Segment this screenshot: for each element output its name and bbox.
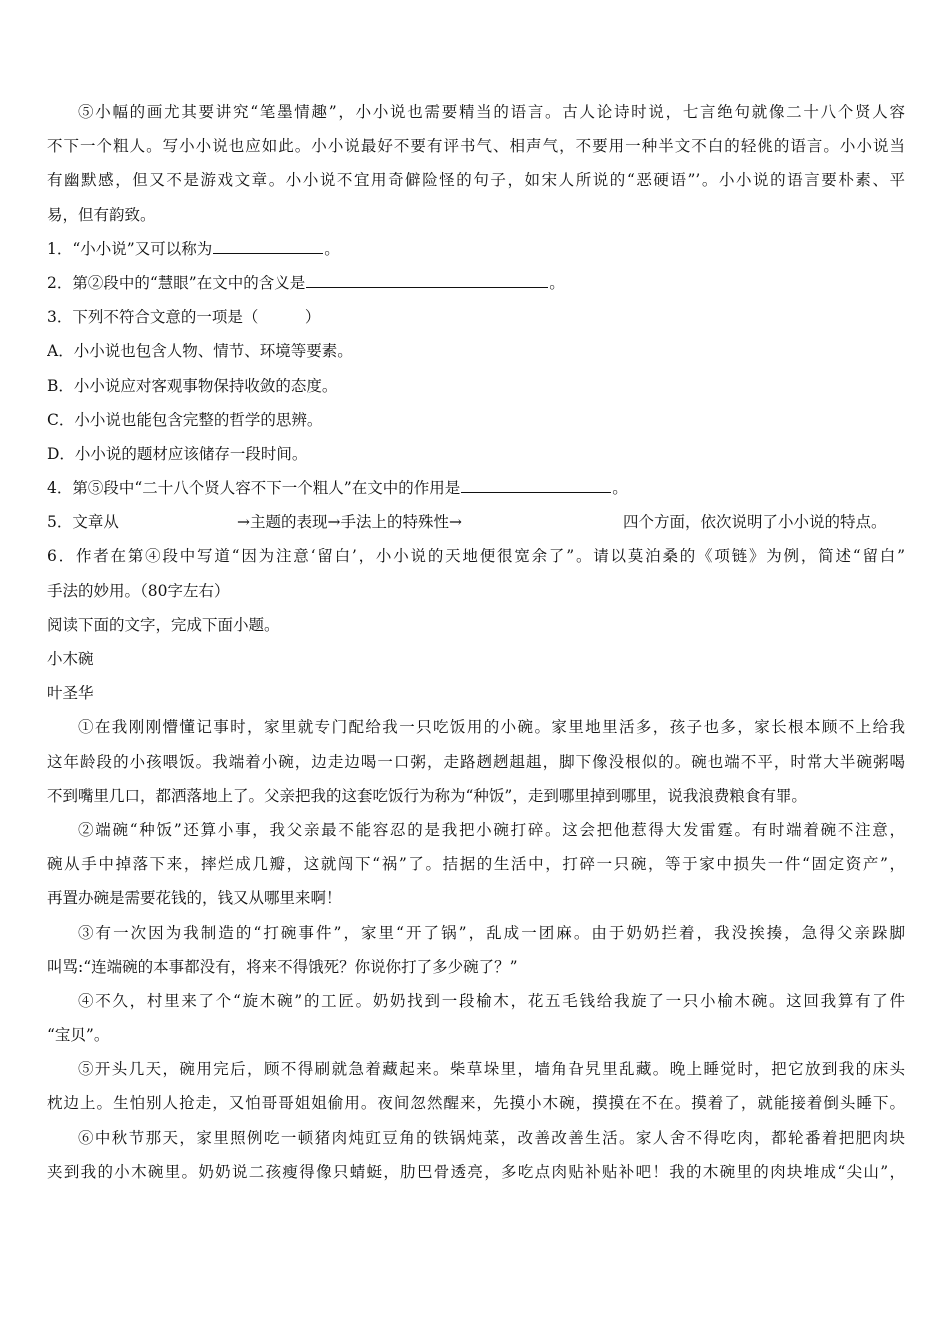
p1-para5-line-4: 易，但有韵致。 (47, 205, 156, 224)
question-2-text: 2．第②段中的“慧眼”在文中的含义是 (47, 273, 306, 292)
question-5-text-middle: →主题的表现→手法上的特殊性→ (237, 513, 462, 532)
reading-instruction: 阅读下面的文字，完成下面小题。 (47, 615, 280, 634)
p2-para5-line-1: ⑤开头几天，碗用完后，顾不得刷就急着藏起来。柴草垛里，墙角旮旯里乱藏。晚上睡觉时，把它放到我的床头 (78, 1060, 905, 1079)
question-1-answer-blank[interactable] (213, 233, 323, 254)
question-3-option-c[interactable]: C．小小说也能包含完整的哲学的思辨。 (47, 410, 323, 429)
question-2-answer-blank[interactable] (306, 267, 548, 288)
question-6-line-2: 手法的妙用。（80字左右） (47, 581, 230, 600)
question-2-end: 。 (549, 273, 565, 292)
question-3-stem: 3．下列不符合文意的一项是（ ） (47, 308, 321, 327)
question-5-text-end: 四个方面，依次说明了小小说的特点。 (623, 513, 887, 532)
article-author: 叶圣华 (47, 684, 94, 703)
question-3-option-d[interactable]: D．小小说的题材应该储存一段时间。 (47, 444, 308, 463)
question-1-text: 1．“小小说”又可以称为 (47, 239, 213, 258)
p2-para4-line-1: ④不久，村里来了个“旋木碗”的工匠。奶奶找到一段榆木，花五毛钱给我旋了一只小榆木碗。这回我算有了件 (78, 991, 905, 1010)
question-1-end: 。 (324, 239, 340, 258)
question-4-text: 4．第⑤段中“二十八个贤人容不下一个粗人”在文中的作用是 (47, 479, 461, 498)
question-1 (47, 232, 905, 266)
p2-para1-line-1: ①在我刚刚懵懂记事时，家里就专门配给我一只吃饭用的小碗。家里地里活多，孩子也多，家长根本顾不上给我 (78, 718, 905, 737)
p1-para5-line-3: 有幽默感，但又不是游戏文章。小小说不宜用奇僻险怪的句子，如宋人所说的“恶硬语”’。小小说的语言要朴素、平 (47, 171, 905, 190)
question-4-end: 。 (612, 479, 628, 498)
p1-para5-line-1: ⑤小幅的画尤其要讲究“笔墨情趣”，小小说也需要精当的语言。古人论诗时说，七言绝句就像二十八个贤人容 (78, 103, 905, 121)
question-5-text-start: 5．文章从 (47, 513, 119, 532)
p2-para3-line-1: ③有一次因为我制造的“打碗事件”，家里“开了锅”，乱成一团麻。由于奶奶拦着，我没挨揍，急得父亲跺脚 (78, 923, 905, 942)
question-4 (47, 471, 905, 505)
question-5 (47, 505, 905, 539)
p2-para2-line-1: ②端碗“种饭”还算小事，我父亲最不能容忍的是我把小碗打碎。这会把他惹得大发雷霆。有时端着碗不注意， (78, 820, 905, 839)
question-3-option-b[interactable]: B．小小说应对客观事物保持收敛的态度。 (47, 376, 338, 395)
p2-para6-line-2: 夹到我的小木碗里。奶奶说二孩瘦得像只蜻蜓，肋巴骨透亮，多吃点肉贴补贴补吧！我的木碗里的肉块堆成“尖山”， (47, 1162, 905, 1181)
question-2 (47, 266, 905, 300)
p1-para5-line-2: 不下一个粗人。写小小说也应如此。小小说最好不要有评书气、相声气，不要用一种半文不白的轻佻的语言。小小说当 (47, 137, 905, 156)
p2-para6-line-1: ⑥中秋节那天，家里照例吃一顿猪肉炖豇豆角的铁锅炖菜，改善改善生活。家人舍不得吃肉，都轮番着把肥肉块 (78, 1128, 905, 1147)
question-6-line-1: 6．作者在第④段中写道“因为注意‘留白’，小小说的天地便很宽余了”。请以莫泊桑的《项链》为例，简述“留白” (47, 547, 905, 566)
p2-para2-line-3: 再置办碗是需要花钱的，钱又从哪里来啊！ (47, 889, 342, 908)
p2-para2-line-2: 碗从手中掉落下来，摔烂成几瓣，这就闯下“祸”了。拮据的生活中，打碎一只碗，等于家中损失一件“固定资产”， (47, 855, 905, 874)
p2-para1-line-3: 不到嘴里几口，都洒落地上了。父亲把我的这套吃饭行为称为“种饭”，走到哪里掉到哪里，说我浪费粮食有罪。 (47, 786, 807, 805)
question-3-option-a[interactable]: A．小小说也包含人物、情节、环境等要素。 (47, 342, 353, 361)
p2-para4-line-2: “宝贝”。 (47, 1026, 110, 1045)
p2-para3-line-2: 叫骂:“连端碗的本事都没有，将来不得饿死？你说你打了多少碗了？” (47, 957, 518, 976)
article-title: 小木碗 (47, 650, 94, 668)
document-page (47, 95, 905, 1189)
question-4-answer-blank[interactable] (461, 472, 611, 493)
p2-para5-line-2: 枕边上。生怕别人抢走，又怕哥哥姐姐偷用。夜间忽然醒来，先摸小木碗，摸摸在不在。摸着了，就能接着倒头睡下。 (47, 1094, 905, 1113)
p2-para1-line-2: 这年龄段的小孩喂饭。我端着小碗，边走边喝一口粥，走路趔趔趄趄，脚下像没根似的。碗也端不平，时常大半碗粥喝 (47, 752, 905, 771)
